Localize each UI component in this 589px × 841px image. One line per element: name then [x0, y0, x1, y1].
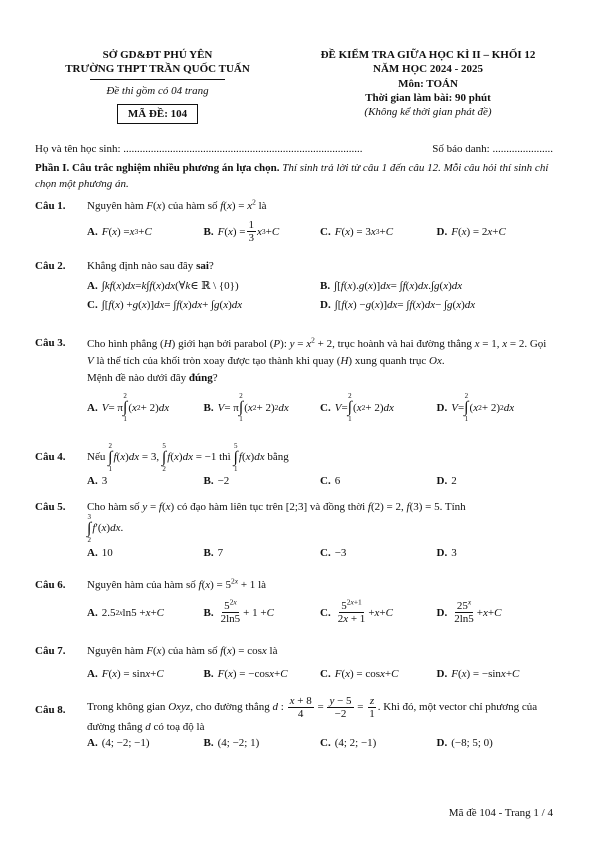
question-text: Nguyên hàm F(x) của hàm số f(x) = cosx là: [87, 645, 278, 657]
option-b[interactable]: B. $\frac{5^{2x}}{2\ln 5}$ + 1 + C: [203, 597, 274, 626]
option-b[interactable]: B. (4; −2; 1): [203, 737, 260, 750]
exam-title: ĐỀ KIỂM TRA GIỮA HỌC KÌ II – KHỐI 12: [320, 49, 536, 61]
option-a[interactable]: A. F ( x ) = x 3 + C: [87, 225, 152, 238]
question-6: [35, 578, 553, 625]
question-text: Nếu 2 ∫ 1 f(x)dx = 3, 5 ∫ 2 f(x)dx = −1 thì 5 ∫ 1 f(x)dx bằng: [87, 442, 289, 473]
option-c[interactable]: C. 6: [320, 475, 341, 488]
question-4: [35, 443, 553, 489]
option-d[interactable]: D. ∫[ f ( x ) − g ( x )] dx = ∫ f ( x ) dx − ∫ g ( x ) dx: [320, 298, 476, 311]
question-label: Câu 7.: [35, 645, 66, 657]
option-c[interactable]: C. −3: [320, 546, 347, 559]
option-c[interactable]: C. $\frac{5^{2x+1}}{2x + 1}$ + x + C: [320, 597, 393, 626]
options-row-2: [87, 298, 553, 312]
question-3: [35, 336, 553, 422]
question-7: [35, 644, 553, 682]
option-b[interactable]: B. F ( x ) = −cos x + C: [203, 668, 288, 681]
question-label: Câu 6.: [35, 579, 66, 591]
question-text: Nguyên hàm F(x) của hàm số $f(x) = x^2$ là: [87, 197, 267, 212]
question-text: Nguyên hàm của hàm số $f(x) = 5^{2x} + 1$ là: [87, 576, 267, 591]
question-8: [35, 695, 553, 751]
option-d[interactable]: D. 3: [436, 546, 457, 559]
option-b[interactable]: B. −2: [203, 475, 230, 488]
option-c[interactable]: C. V = 2 ∫ 1 ( x 2 + 2) dx: [320, 392, 394, 423]
option-a[interactable]: A. 2.5 2x ln5 + x + C: [87, 606, 165, 619]
option-d[interactable]: D. 2: [436, 475, 457, 488]
school-name: TRƯỜNG THPT TRẦN QUỐC TUẤN: [65, 63, 250, 76]
question-label: Câu 1.: [35, 200, 66, 212]
header-left: [35, 48, 280, 124]
options: [87, 474, 553, 488]
school-year: NĂM HỌC 2024 - 2025: [373, 63, 483, 76]
option-a[interactable]: A. 3: [87, 475, 108, 488]
part-instruction: Thí sinh trả lời từ câu 1 đến câu 12. Mỗi câu hỏi thí sinh chỉ chọn một phương án.: [35, 162, 549, 190]
option-c[interactable]: C. ∫[ f ( x ) + g ( x )] dx = ∫ f ( x ) dx + ∫ g ( x ) dx: [87, 298, 243, 311]
option-b[interactable]: B. ∫[ f ( x ). g ( x )] dx = ∫ f ( x ) dx .∫ g ( x ) dx: [320, 280, 463, 293]
question-text: Cho hình phẳng (H) giới hạn bởi parabol (P): $y = x^2 + 2$, trục hoành và hai đường thẳng x = 1, x = 2. Gọi V là thể tích của khối tròn xoay được tạo thành khi quay (H) xung quanh trục Ox. Mệnh đề nào dưới đây đúng?: [87, 335, 547, 385]
option-a[interactable]: A. (4; −2; −1): [87, 737, 150, 750]
question-text: Cho hàm số y = f(x) có đạo hàm liên tục trên [2;3] và đồng thời f(2) = 2, f(3) = 5. Tính 3 ∫ 2 f′(x)dx.: [87, 501, 466, 544]
header-divider: [90, 79, 225, 80]
question-1: [35, 199, 553, 244]
option-d[interactable]: D. V = 2 ∫ 1 ( x 2 + 2) 2 dx: [436, 392, 515, 423]
page-footer: Mã đề 104 - Trang 1 / 4: [448, 807, 553, 819]
question-label: Câu 3.: [35, 337, 66, 349]
options-row-1: [87, 279, 553, 293]
question-label: Câu 8.: [35, 704, 66, 716]
student-info: [35, 142, 553, 156]
subject: Môn: TOÁN: [398, 77, 458, 90]
option-c[interactable]: C. F ( x ) = 3 x 3 + C: [320, 225, 394, 238]
options: [87, 393, 553, 422]
question-2: [35, 259, 553, 312]
student-id-field[interactable]: Số báo danh: ......................: [432, 143, 553, 155]
exam-code-box: MÃ ĐỀ: 104: [117, 104, 198, 124]
option-a[interactable]: A. F ( x ) = sin x + C: [87, 668, 164, 681]
exam-header: [35, 48, 553, 133]
part-title: Phần I. Câu trắc nghiệm nhiều phương án lựa chọn.: [35, 162, 280, 174]
pages-note: Đề thi gồm có 04 trang: [106, 84, 209, 97]
option-d[interactable]: D. F ( x ) = 2 x + C: [436, 225, 506, 238]
options: [87, 667, 553, 681]
exam-time: Thời gian làm bài: 90 phút: [365, 91, 491, 104]
options: [87, 597, 553, 626]
option-b[interactable]: B. V = π 2 ∫ 1 ( x 2 + 2) 2 dx: [203, 392, 289, 423]
exam-time-note: (Không kể thời gian phát đề): [364, 106, 492, 119]
question-label: Câu 5.: [35, 501, 66, 513]
option-d[interactable]: D. $\frac{25^x}{2\ln 5}$ + x + C: [436, 597, 502, 626]
question-text: Trong không gian Oxyz, cho đường thẳng d : $\frac{x + 8}{4}$ = $\frac{y - 5}{-2}$ = $\frac{z}{1}$ . Khi đó, một vector chỉ phương của đường thẳng d có toạ độ là: [87, 695, 538, 734]
part-heading: [35, 161, 553, 193]
header-right: [303, 48, 553, 119]
option-a[interactable]: A. 10: [87, 546, 113, 559]
option-c[interactable]: C. F ( x ) = cos x + C: [320, 668, 399, 681]
question-5: [35, 500, 553, 560]
question-text: Khẳng định nào sau đây sai?: [87, 260, 214, 272]
option-a[interactable]: A. ∫ kf ( x ) dx = k ∫ f ( x ) dx (∀ k ∈ ℝ \ {0}): [87, 280, 239, 293]
dept-name: SỞ GD&ĐT PHÚ YÊN: [102, 49, 213, 61]
option-a[interactable]: A. V = π 2 ∫ 1 ( x 2 + 2) dx: [87, 392, 170, 423]
student-name-field[interactable]: Họ và tên học sinh: .......................................................................................: [35, 143, 363, 155]
question-label: Câu 2.: [35, 260, 66, 272]
question-label: Câu 4.: [35, 451, 66, 464]
option-d[interactable]: D. F ( x ) = −sin x + C: [436, 668, 520, 681]
options: [87, 546, 553, 560]
option-d[interactable]: D. (−8; 5; 0): [436, 737, 493, 750]
options: [87, 736, 553, 750]
option-c[interactable]: C. (4; 2; −1): [320, 737, 377, 750]
option-b[interactable]: B. 7: [203, 546, 224, 559]
option-b[interactable]: B. F ( x ) = $\frac{1}{3}$ x 3 + C: [203, 219, 280, 245]
options: [87, 219, 553, 244]
